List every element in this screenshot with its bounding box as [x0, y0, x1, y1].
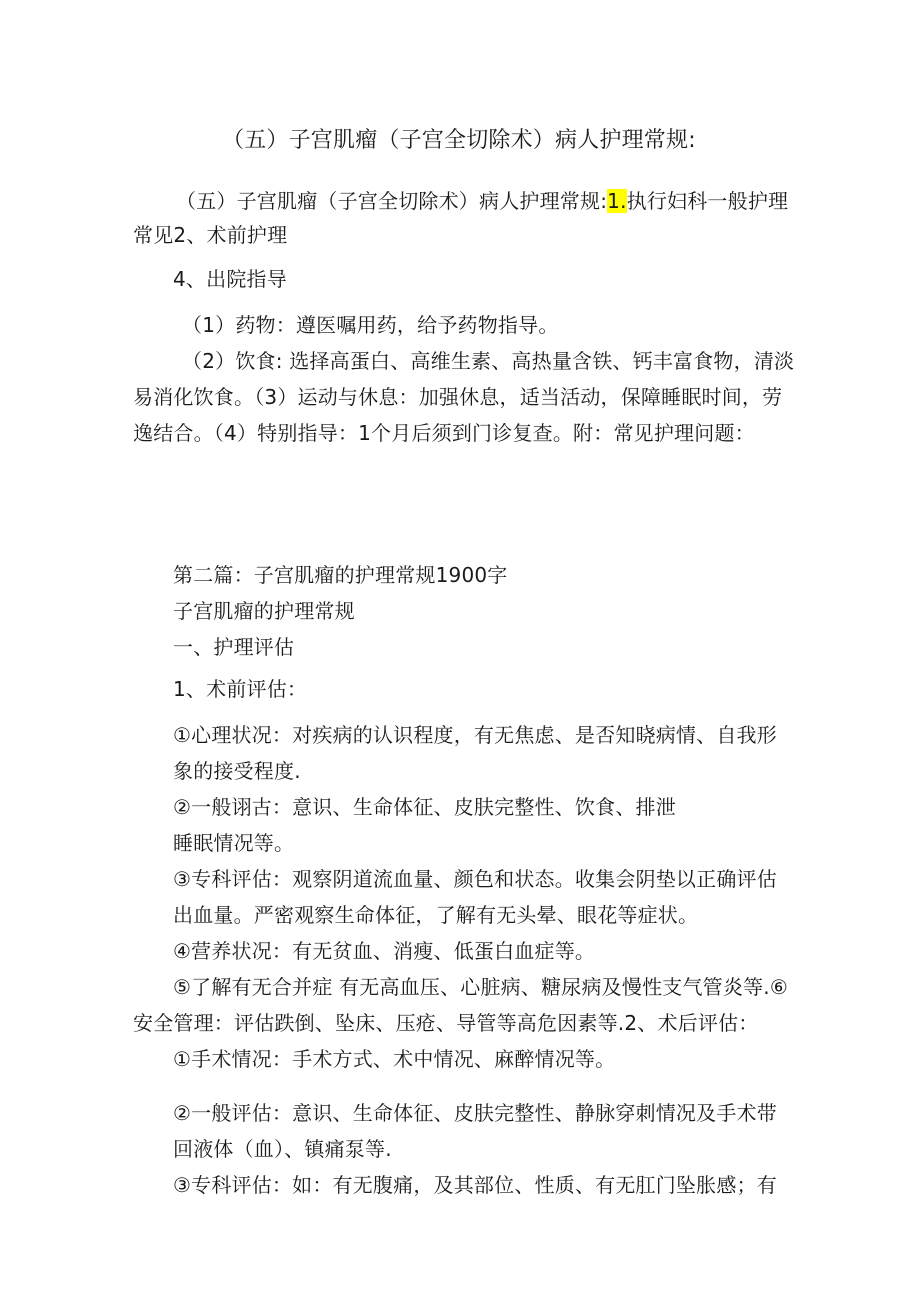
paragraph-line: 常见2、术前护理: [133, 223, 288, 247]
list-item-line: 安全管理：评估跌倒、坠床、压疮、导管等高危因素等.2、术后评估：: [133, 1011, 759, 1035]
text-run: （五）子宫肌瘤（子宫全切除术）病人护理常规:: [176, 189, 608, 213]
list-item-line: ③专科评估：观察阴道流血量、颜色和状态。收集会阴垫以正确评估: [173, 867, 777, 891]
list-item-line: 回液体（血）、镇痛泵等.: [173, 1137, 392, 1161]
section-heading: 第二篇：子宫肌瘤的护理常规1900字: [173, 563, 508, 587]
highlighted-text: 1.: [607, 189, 627, 213]
list-item: ④营养状况：有无贫血、消瘦、低蛋白血症等。: [173, 939, 596, 963]
list-item-line: ②一般诩古：意识、生命体征、皮肤完整性、饮食、排泄: [173, 795, 676, 819]
list-item: 一、护理评估: [173, 635, 295, 659]
list-item: ①手术情况：手术方式、术中情况、麻醉情况等。: [173, 1047, 616, 1071]
list-item-line: ②一般评估：意识、生命体征、皮肤完整性、静脉穿刺情况及手术带: [173, 1101, 777, 1125]
list-item-line: 出血量。严密观察生命体征，了解有无头晕、眼花等症状。: [173, 903, 699, 927]
list-item: 1、术前评估：: [173, 677, 308, 701]
section-subheading: 子宫肌瘤的护理常规: [173, 599, 355, 623]
document-title: （五）子宫肌瘤（子宫全切除术）病人护理常规:: [222, 128, 696, 153]
list-item: ③专科评估：如：有无腹痛，及其部位、性质、有无肛门坠胀感；有: [173, 1173, 777, 1197]
paragraph-line: 易消化饮食。（3）运动与休息：加强休息，适当活动，保障睡眠时间，劳: [133, 385, 783, 409]
paragraph: 4、出院指导: [173, 267, 287, 291]
paragraph-line: [176, 188, 788, 214]
paragraph-line: 逸结合。（4）特别指导：1个月后须到门诊复查。附：常见护理问题：: [133, 421, 755, 445]
text-run: 执行妇科一般护理: [626, 189, 789, 213]
paragraph-line: （2）饮食: 选择高蛋白、高维生素、高热量含铁、钙丰富食物，清淡: [182, 349, 795, 373]
paragraph: （1）药物：遵医嘱用药，给予药物指导。: [182, 313, 559, 337]
list-item-line: 睡眠情况等。: [173, 831, 295, 855]
list-item-line: ①心理状况：对疾病的认识程度，有无焦虑、是否知晓病情、自我形: [173, 723, 777, 747]
list-item-line: ⑤了解有无合并症 有无高血压、心脏病、糖尿病及慢性支气管炎等.⑥: [173, 975, 788, 999]
list-item-line: 象的接受程度.: [173, 759, 301, 783]
